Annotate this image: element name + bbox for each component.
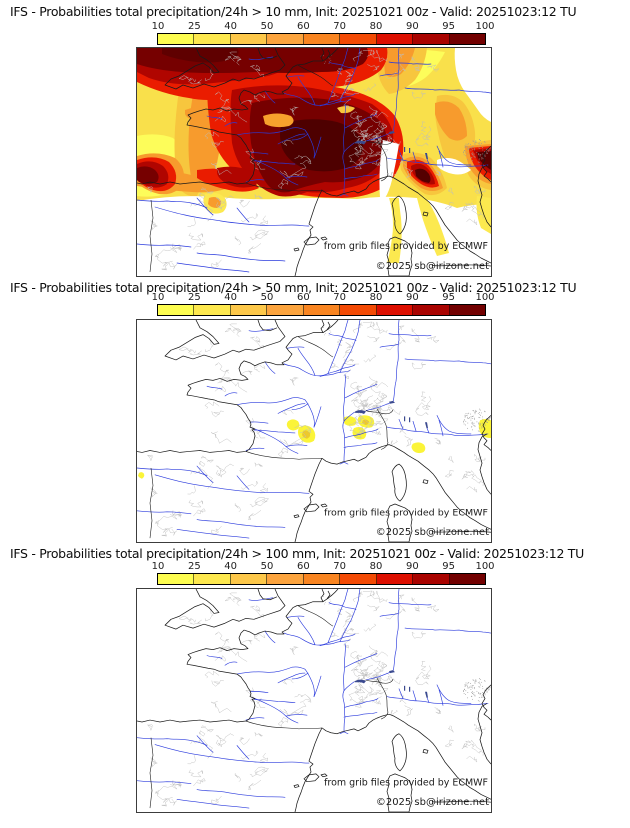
colorbar-segment <box>158 34 194 44</box>
colorbar-segment <box>194 305 230 315</box>
attribution-text: from grib files provided by ECMWF <box>323 507 488 519</box>
colorbar-segment <box>158 574 194 584</box>
colorbar-segment <box>413 305 449 315</box>
colorbar-tick: 60 <box>296 21 310 32</box>
colorbar-segment <box>304 574 340 584</box>
colorbar-segment <box>267 305 303 315</box>
colorbar-segment <box>194 34 230 44</box>
colorbar-segment <box>340 34 376 44</box>
colorbar-tick: 40 <box>224 21 238 32</box>
colorbar-segment <box>194 574 230 584</box>
map-100mm <box>136 588 492 813</box>
colorbar-segment <box>450 34 485 44</box>
colorbar-tick: 60 <box>296 292 310 303</box>
colorbar-tick: 100 <box>475 21 495 32</box>
colorbar-50mm <box>151 292 495 318</box>
colorbar-tick: 70 <box>333 21 347 32</box>
colorbar-tick: 70 <box>333 292 347 303</box>
colorbar-segment <box>231 574 267 584</box>
colorbar-segment <box>450 574 485 584</box>
colorbar-segment <box>231 34 267 44</box>
colorbar-segment <box>450 305 485 315</box>
colorbar-tick: 10 <box>151 561 165 572</box>
attribution-text: from grib files provided by ECMWF <box>323 241 488 252</box>
colorbar-segment <box>377 305 413 315</box>
colorbar-tick-labels <box>151 292 495 304</box>
colorbar-tick: 100 <box>475 561 495 572</box>
colorbar-tick: 10 <box>151 292 165 303</box>
colorbar-gradient-bar <box>157 304 486 316</box>
colorbar-tick: 50 <box>260 292 274 303</box>
colorbar-segment <box>158 305 194 315</box>
copyright-text: ©2025 sb@irizone.net <box>375 261 489 272</box>
colorbar-tick: 95 <box>442 561 456 572</box>
colorbar-segment <box>413 34 449 44</box>
colorbar-tick: 95 <box>442 21 456 32</box>
colorbar-tick: 25 <box>187 21 201 32</box>
panel-title-50mm: IFS - Probabilities total precipitation/24h > 50 mm, Init: 20251021 00z - Valid: 20251023:12 TU <box>10 280 577 295</box>
colorbar-segment <box>231 305 267 315</box>
colorbar-tick: 25 <box>187 561 201 572</box>
colorbar-gradient-bar <box>157 573 486 585</box>
copyright-text: ©2025 sb@irizone.net <box>375 527 489 539</box>
colorbar-segment <box>413 574 449 584</box>
colorbar-tick: 80 <box>369 561 383 572</box>
copyright-text: ©2025 sb@irizone.net <box>375 797 489 809</box>
colorbar-segment <box>340 305 376 315</box>
attribution-text: from grib files provided by ECMWF <box>324 777 488 789</box>
colorbar-segment <box>340 574 376 584</box>
colorbar-tick: 40 <box>224 292 238 303</box>
colorbar-segment <box>377 34 413 44</box>
colorbar-segment <box>267 34 303 44</box>
colorbar-tick: 90 <box>405 21 419 32</box>
colorbar-tick: 90 <box>405 292 419 303</box>
colorbar-tick-labels <box>151 561 495 573</box>
colorbar-gradient-bar <box>157 33 486 45</box>
colorbar-tick: 50 <box>260 21 274 32</box>
colorbar-tick: 60 <box>296 561 310 572</box>
colorbar-segment <box>304 34 340 44</box>
panel-title-10mm: IFS - Probabilities total precipitation/24h > 10 mm, Init: 20251021 00z - Valid: 20251023:12 TU <box>10 4 577 19</box>
colorbar-tick: 40 <box>224 561 238 572</box>
colorbar-tick: 80 <box>369 21 383 32</box>
map-50mm <box>136 319 492 543</box>
colorbar-tick: 10 <box>151 21 165 32</box>
colorbar-tick: 80 <box>369 292 383 303</box>
colorbar-tick: 50 <box>260 561 274 572</box>
colorbar-10mm <box>151 21 495 47</box>
colorbar-tick: 70 <box>333 561 347 572</box>
colorbar-tick: 100 <box>475 292 495 303</box>
colorbar-tick-labels <box>151 21 495 33</box>
colorbar-tick: 25 <box>187 292 201 303</box>
colorbar-segment <box>304 305 340 315</box>
colorbar-segment <box>267 574 303 584</box>
colorbar-tick: 90 <box>405 561 419 572</box>
colorbar-tick: 95 <box>442 292 456 303</box>
map-10mm <box>136 47 492 277</box>
colorbar-100mm <box>151 561 495 587</box>
panel-title-100mm: IFS - Probabilities total precipitation/24h > 100 mm, Init: 20251021 00z - Valid: 20251023:12 TU <box>10 546 584 561</box>
colorbar-segment <box>377 574 413 584</box>
